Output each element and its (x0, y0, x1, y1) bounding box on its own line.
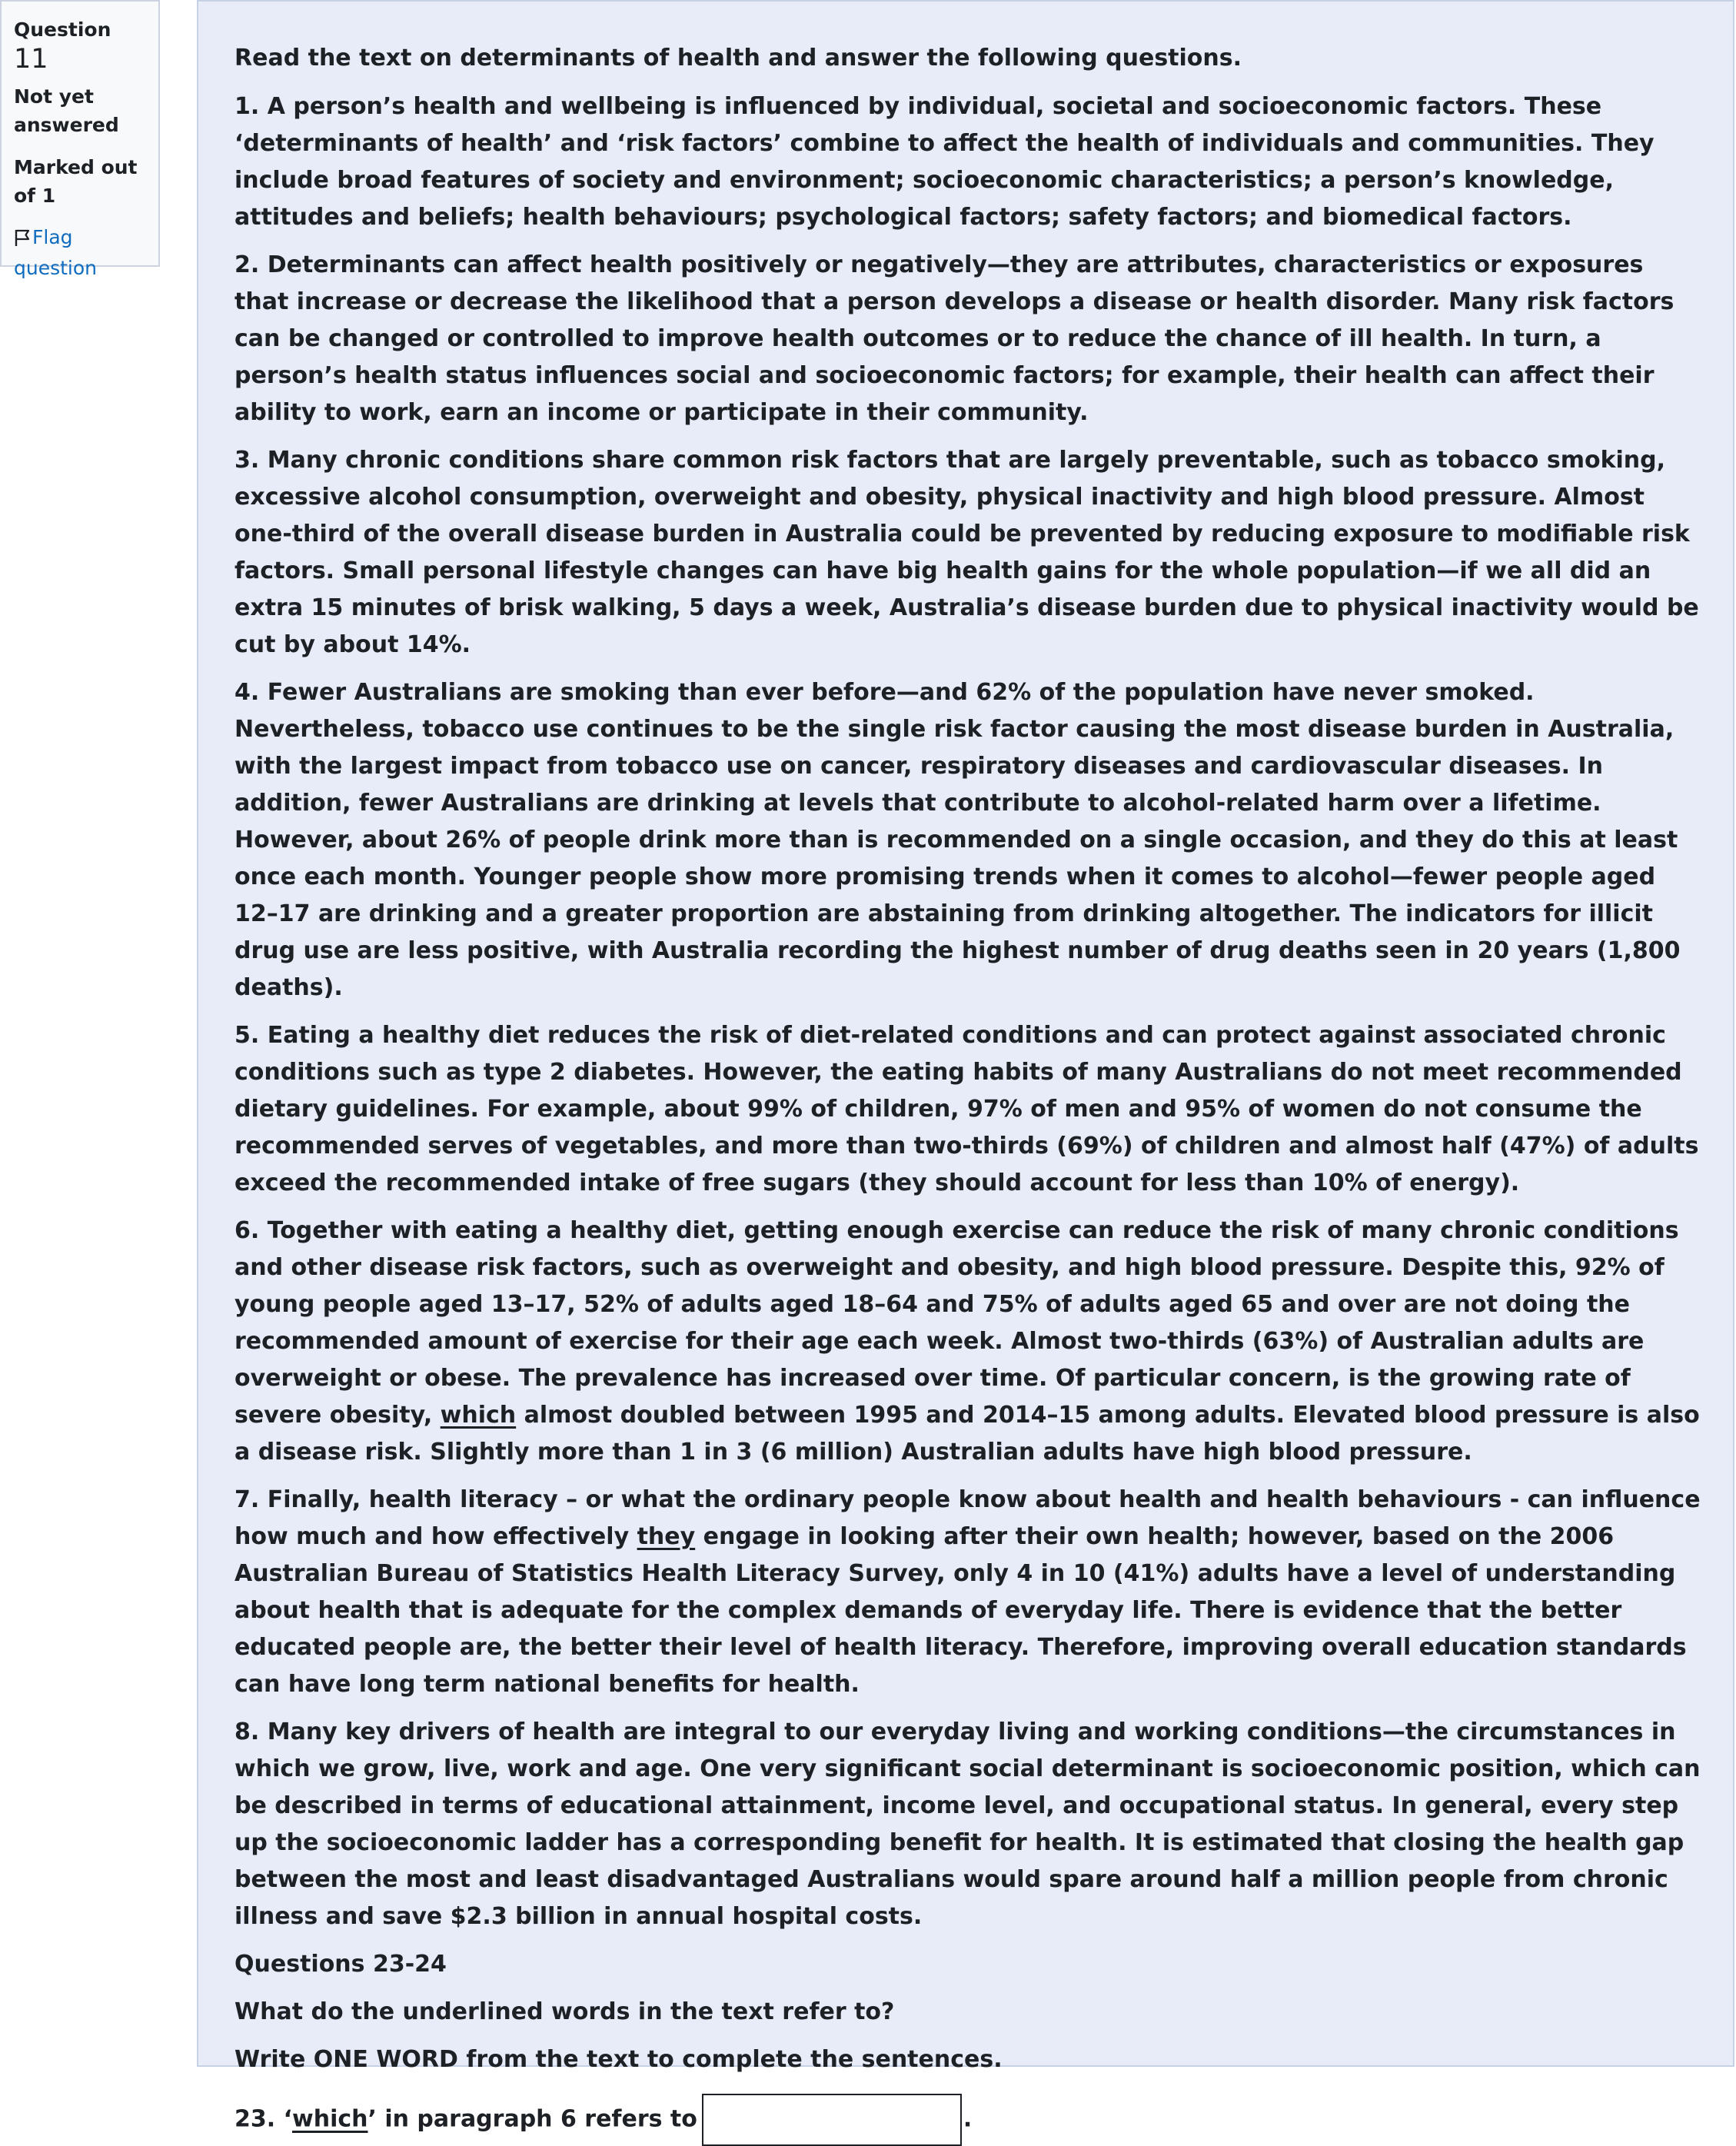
question-grade: Marked out of 1 (14, 156, 138, 207)
underlined-word-which: which (440, 1402, 517, 1429)
q23-answer-input[interactable] (702, 2094, 962, 2146)
question-number-value: 11 (14, 44, 48, 75)
paragraph-3: 3. Many chronic conditions share common risk factors that are largely preventable, such as tobacco smoking, excessive alcohol consumption, overweight and obesity, physical inactivity and high blood pressure. Almost one-third of the overall disease burden in Australia could be prevented by reducing exposure to modifiable risk factors. Small personal lifestyle changes can have big health gains for the whole population—if we all did an extra 15 minutes of brisk walking, 5 days a week, Australia’s disease burden due to physical inactivity would be cut by about 14%. (234, 447, 1699, 658)
q23-suffix: ’ in paragraph 6 refers to (367, 2105, 697, 2133)
underlined-word-they: they (637, 1523, 696, 1550)
question-label: Question (14, 18, 111, 41)
paragraph-2: 2. Determinants can affect health positively or negatively—they are attributes, characteristics or exposures that increase or decrease the likelihood that a person develops a disease or health disorder. Many risk factors can be changed or controlled to improve health outcomes or to reduce the chance of ill health. In turn, a person’s health status influences social and socioeconomic factors; for example, their health can affect their ability to work, earn an income or participate in their community. (234, 251, 1674, 426)
instruction-underlined-words: What do the underlined words in the text refer to? (234, 1998, 895, 2025)
flag-question-link[interactable] (14, 222, 148, 284)
question-info-panel (0, 0, 160, 279)
q23-underlined-word: which (292, 2105, 368, 2133)
paragraph-7-text-start: 7. Finally, health literacy – or what the ordinary people know about health and health behaviours - can influence how much and how effectively (234, 1486, 1701, 1550)
paragraph-6-text-end: almost doubled between 1995 and 2014–15 among adults. Elevated blood pressure is also a disease risk. Slightly more than 1 in 3 (6 million) Australian adults have high blood pressure. (234, 1402, 1700, 1466)
question-23 (234, 2094, 1702, 2146)
flag-question-label: Flag question (14, 226, 98, 279)
questions-heading: Questions 23-24 (234, 1951, 447, 1978)
question-number (14, 15, 148, 76)
q23-end-period: . (963, 2105, 973, 2133)
question-content (197, 0, 1734, 2133)
paragraph-7 (234, 1482, 1702, 1703)
paragraph-7-text-end: engage in looking after their own health; however, based on the 2006 Australian Bureau of Statistics Health Literacy Survey, only 4 in 10 (41%) adults have a level of understanding about health that is adequate for the complex demands of everyday life. There is evidence that the better educated people are, the better their level of health literacy. Therefore, improving overall education standards can have long term national benefits for health. (234, 1523, 1687, 1698)
passage-intro: Read the text on determinants of health and answer the following questions. (234, 45, 1242, 72)
paragraph-6-text-start: 6. Together with eating a healthy diet, getting enough exercise can reduce the risk of many chronic conditions and other disease risk factors, such as overweight and obesity, and high blood pressure. Despite this, 92% of young people aged 13–17, 52% of adults aged 18–64 and 75% of adults aged 65 and over are not doing the recommended amount of exercise for their age each week. Almost two-thirds (63%) of Australian adults are overweight or obese. The prevalence has increased over time. Of particular concern, is the growing rate of severe obesity, (234, 1217, 1679, 1429)
paragraph-4: 4. Fewer Australians are smoking than ever before—and 62% of the population have never smoked. Nevertheless, tobacco use continues to be the single risk factor causing the most disease burden in Australia, with the largest impact from tobacco use on cancer, respiratory diseases and cardiovascular diseases. In addition, fewer Australians are drinking at levels that contribute to alcohol-related harm over a lifetime. However, about 26% of people drink more than is recommended on a single occasion, and they do this at least once each month. Younger people show more promising trends when it comes to alcohol—fewer people aged 12–17 are drinking and a greater proportion are abstaining from drinking altogether. The indicators for illicit drug use are less positive, with Australia recording the highest number of drug deaths seen in 20 years (1,800 deaths). (234, 679, 1681, 1001)
paragraph-1: 1. A person’s health and wellbeing is influenced by individual, societal and socioeconomic factors. These ‘determinants of health’ and ‘risk factors’ combine to affect the health of individuals and communities. They include broad features of society and environment; socioeconomic characteristics; a person’s knowledge, attitudes and beliefs; health behaviours; psychological factors; safety factors; and biomedical factors. (234, 93, 1655, 231)
q23-prefix: 23. ‘ (234, 2105, 292, 2133)
instruction-one-word: Write ONE WORD from the text to complete the sentences. (234, 2046, 1003, 2073)
paragraph-5: 5. Eating a healthy diet reduces the risk of diet-related conditions and can protect against associated chronic conditions such as type 2 diabetes. However, the eating habits of many Australians do not meet recommended dietary guidelines. For example, about 99% of children, 97% of men and 95% of women do not consume the recommended serves of vegetables, and more than two-thirds (69%) of children and almost half (47%) of adults exceed the recommended intake of free sugars (they should account for less than 10% of energy). (234, 1022, 1699, 1196)
question-text (234, 40, 1702, 2146)
paragraph-8: 8. Many key drivers of health are integral to our everyday living and working conditions—the circumstances in which we grow, live, work and age. One very significant social determinant is socioeconomic position, which can be described in terms of educational attainment, income level, and occupational status. In general, every step up the socioeconomic ladder has a corresponding benefit for health. It is estimated that closing the health gap between the most and least disadvantaged Australians would spare around half a million people from chronic illness and save $2.3 billion in annual hospital costs. (234, 1718, 1701, 1930)
paragraph-6 (234, 1213, 1702, 1471)
question-state: Not yet answered (14, 85, 119, 136)
flag-icon (14, 228, 31, 247)
